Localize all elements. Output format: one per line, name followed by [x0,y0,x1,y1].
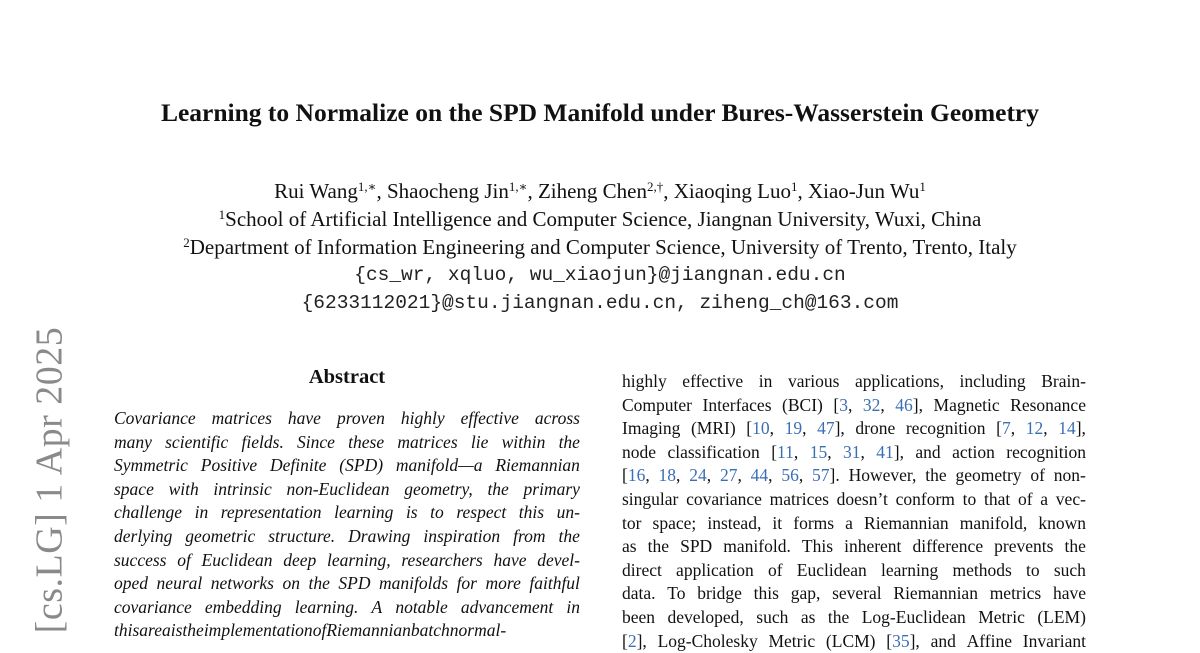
word: the [308,573,330,594]
author-affiliation-mark: 1,∗ [508,179,528,194]
word: is [170,620,183,641]
word: [16, [622,465,650,486]
word: oped [114,573,149,594]
author-block [0,177,1200,317]
word: been [622,606,656,627]
author-affiliation-mark: 1 [919,179,926,194]
word: prevents [994,536,1054,557]
body-line [622,582,1086,606]
word: learning [880,559,939,580]
word: inspiration [423,525,501,546]
word: geometry, [404,478,473,499]
word: developed, [667,606,744,627]
word: a [845,512,853,533]
word: Covariance [114,408,196,428]
word: Definite [270,455,327,476]
word: matrices [769,488,829,509]
word: manifold, [959,512,1028,533]
word: Resonance [1010,394,1086,415]
word: is [405,502,418,523]
author-name: Shaocheng Jin [386,179,509,203]
word: fields. [241,431,284,452]
word: (MRI) [690,418,736,439]
abstract-line [114,478,580,502]
word: gap, [790,583,821,604]
abstract-line [114,572,580,596]
citation-link[interactable]: 32 [862,394,881,415]
word: Log-Euclidean [861,606,966,627]
intro-column [622,370,1086,653]
abstract-line [114,525,580,549]
word: bridge [697,583,742,604]
word: this [518,502,545,523]
word: embedding [204,596,282,617]
word: Invariant [1022,630,1086,651]
word: singular [622,488,679,509]
word: neural [156,573,203,594]
word: matrices [397,431,458,452]
word: drone [855,418,896,439]
word: 32, [862,394,885,415]
word: difference [912,536,984,557]
word: un- [556,502,580,523]
word: effective [682,371,744,391]
word: normal- [449,620,507,641]
word: 41], [876,441,904,462]
arxiv-stamp-text: [cs.LG] 1 Apr 2025 [28,326,70,634]
word: notable [395,596,448,617]
citation-link[interactable]: 47 [817,418,835,439]
word: 18, [658,465,681,486]
abstract-heading: Abstract [308,366,386,388]
word: of [312,620,327,641]
word: devel- [537,549,580,570]
word: structure. [268,525,336,546]
word: learning, [326,549,391,570]
citation-link[interactable]: 44 [750,465,769,486]
word: (LCM) [825,630,876,651]
word: area [139,620,171,641]
word: advancement [460,596,554,617]
word: proven [336,408,385,428]
word: recognition [905,418,986,439]
word: of [1017,488,1033,509]
citation-link[interactable]: 15 [809,441,828,462]
citation-link[interactable]: 24 [689,465,707,486]
word: challenge [114,502,183,523]
word: including [959,371,1026,391]
word: for [456,573,477,594]
word: learning [334,502,394,523]
word: the [647,536,670,557]
word: A [371,596,383,617]
word: [35], [886,630,920,651]
word: (BCI) [782,394,823,415]
word: derlying [114,525,173,546]
word: respect [456,502,507,523]
word: the [1064,536,1086,557]
author-affiliation-mark: 2,† [647,179,664,194]
word: [10, [746,418,774,439]
abstract-line [114,619,580,643]
word: geometry [955,465,1022,486]
word: 24, [689,465,712,486]
citation-link[interactable]: 35 [892,630,910,651]
word: Riemannian [326,620,411,641]
word: non-Euclidean [286,478,390,499]
word: that [983,488,1011,509]
word: such [756,606,789,627]
word: the [182,620,204,641]
word: intrinsic [213,478,272,499]
word: Symmetric [114,455,188,476]
word: and [915,441,941,462]
body-line [622,535,1086,559]
citation-link[interactable]: 10 [752,418,770,439]
affiliation-number: 2 [183,235,190,250]
citation-link[interactable]: 46 [895,394,913,415]
word: success [114,549,167,570]
author-name: Rui Wang [274,179,358,203]
word: Brain- [1041,371,1086,391]
affiliation-number: 1 [218,207,226,222]
citation-link[interactable]: 11 [777,441,794,462]
word: 14], [1058,418,1086,439]
word: metrics [989,583,1042,604]
citation-link[interactable]: 41 [876,441,894,462]
word: covariance [114,596,192,617]
body-line [622,394,1086,418]
word: have [493,549,527,570]
word: 56, [781,465,804,486]
word: scientific [165,431,229,452]
abstract-line [114,454,580,478]
word: Riemannian [495,455,580,476]
word: of [177,549,191,570]
word: many [114,431,152,452]
word: primary [523,478,580,499]
word: 19, [784,418,807,439]
word: in [566,596,580,617]
author-name: Xiao-Jun Wu [807,179,920,203]
word: on [282,573,300,594]
paper-title: Learning to Normalize on the SPD Manifold under Bures-Wasserstein Geometry [160,98,1040,127]
word: 46], [895,394,923,415]
word: as [622,536,637,557]
body-line [622,606,1086,630]
word: geometric [185,525,256,546]
word: This [801,536,834,557]
word: the [487,478,509,499]
citation-link[interactable]: 12 [1025,418,1044,439]
word: with [168,478,199,499]
word: to [430,502,444,523]
word: Euclidean [796,559,867,580]
word: [2], [622,630,647,651]
word: the [558,431,580,452]
word: within [501,431,546,452]
word: known [1038,512,1086,533]
word: Metric [768,630,816,651]
word: SPD [680,536,713,557]
word: these [348,431,385,452]
word: methods [952,559,1012,580]
word: to [962,488,977,509]
affiliation-text: School of Artificial Intelligence and Computer Science, Jiangnan University, Wuxi, China [225,207,982,231]
word: Log-Cholesky [657,630,758,651]
word: space; [652,512,697,533]
body-line [622,488,1086,512]
word: [11, [771,441,799,462]
word: this [114,620,140,641]
word: faithful [529,573,580,594]
word: the [827,606,850,627]
word: Computer [622,394,692,415]
word: Interfaces [702,394,772,415]
word: direct [622,559,662,580]
citation-link[interactable]: 19 [784,418,803,439]
citation-link[interactable]: 31 [842,441,861,462]
word: instead, [707,512,762,533]
word: representation [220,502,322,523]
word: across [534,408,580,428]
body-line [622,441,1086,465]
word: Magnetic [933,394,1000,415]
author-name: Ziheng Chen [537,179,647,203]
word: space [114,478,154,499]
word: 47], [817,418,845,439]
word: inherent [844,536,902,557]
word: such [1053,559,1086,580]
word: manifold. [723,536,791,557]
citation-link[interactable]: 57 [812,465,830,486]
word: highly [622,371,667,391]
word: implementation [203,620,313,641]
word: manifolds [379,573,449,594]
word: the [925,465,947,486]
word: Since [297,431,335,452]
word: in [194,502,209,523]
body-line [622,370,1086,394]
word: [3, [833,394,853,415]
word: researchers [401,549,483,570]
citation-link[interactable]: 18 [658,465,677,486]
word: of [1030,465,1045,486]
citation-link[interactable]: 16 [627,465,646,486]
abstract-column [114,366,580,643]
email-line-2: {6233112021}@stu.jiangnan.edu.cn, ziheng_ch@163.com [301,292,899,314]
word: several [832,583,882,604]
word: Affine [966,630,1013,651]
word: forms [793,512,835,533]
word: Riemannian [893,583,978,604]
word: manifold—a [395,455,483,476]
word: action [952,441,995,462]
author-name: Xiaoqing Luo [673,179,791,203]
word: 44, [750,465,773,486]
abstract-line [114,549,580,573]
affiliation-1 [0,205,1200,233]
citation-link[interactable]: 27 [719,465,738,486]
word: a [1040,488,1049,509]
word: matrices [211,408,272,428]
affiliation-2 [0,233,1200,261]
word: doesn’t [836,488,888,509]
citation-link[interactable]: 3 [839,394,848,415]
word: Positive [200,455,258,476]
word: To [667,583,686,604]
body-line [622,630,1086,653]
word: Euclidean [201,549,273,570]
arxiv-side-stamp [26,320,72,640]
word: 15, [809,441,832,462]
word: various [787,371,840,391]
abstract-line [114,501,580,525]
word: deep [283,549,317,570]
author-affiliation-mark: 1,∗ [357,179,377,194]
word: learning. [294,596,359,617]
body-line [622,464,1086,488]
word: highly [400,408,445,428]
word: (SPD) [339,455,384,476]
body-line [622,559,1086,583]
citation-link[interactable]: 56 [781,465,799,486]
word: However, [848,465,917,486]
word: in [758,371,773,391]
word: conform [895,488,955,509]
body-line [622,512,1086,536]
word: applications, [855,371,944,391]
word: recognition [1006,441,1086,462]
word: tor [622,512,642,533]
word: the [558,525,580,546]
author-affiliation-mark: 1 [790,179,798,194]
word: of [768,559,783,580]
word: from [513,525,546,546]
word: covariance [686,488,762,509]
word: effective [460,408,519,428]
word: non- [1053,465,1086,486]
author-list: Rui Wang$^{1,∗}$, Shaocheng Jin$^{1,∗}$, Ziheng Chen$^{2,\dagger}$, Xiaoqing Luo$^1$, Xiao-Jun Wu$^1$ [274,179,926,203]
word: application [676,559,754,580]
word: networks [210,573,274,594]
word: node [622,441,657,462]
abstract-line [114,596,580,620]
word: 31, [842,441,865,462]
email-line-1: {cs_wr, xqluo, wu_xiaojun}@jiangnan.edu.cn [354,264,846,286]
word: (LEM) [1037,606,1086,627]
word: and [930,630,956,651]
abstract-line [114,431,580,455]
word: this [753,583,779,604]
word: 57]. [812,465,840,486]
affiliation-text: Department of Information Engineering and Computer Science, University of Trento, Trento, Italy [189,235,1017,259]
word: to [1026,559,1040,580]
word: classification [667,441,760,462]
word: SPD [338,573,371,594]
word: it [772,512,783,533]
word: more [485,573,521,594]
word: as [800,606,816,627]
word: lie [470,431,489,452]
word: [7, [996,418,1016,439]
word: Riemannian [864,512,949,533]
word: have [1052,583,1086,604]
citation-link[interactable]: 7 [1001,418,1011,439]
word: 12, [1025,418,1048,439]
abstract-body [114,407,580,643]
word: Drawing [348,525,411,546]
word: Imaging [622,418,681,439]
word: 27, [719,465,742,486]
word: data. [622,583,656,604]
abstract-line [114,407,580,431]
word: batch [410,620,450,641]
citation-link[interactable]: 2 [627,630,637,651]
body-line [622,417,1086,441]
word: vec- [1055,488,1086,509]
word: Metric [978,606,1025,627]
citation-link[interactable]: 14 [1058,418,1076,439]
word: have [287,408,321,428]
